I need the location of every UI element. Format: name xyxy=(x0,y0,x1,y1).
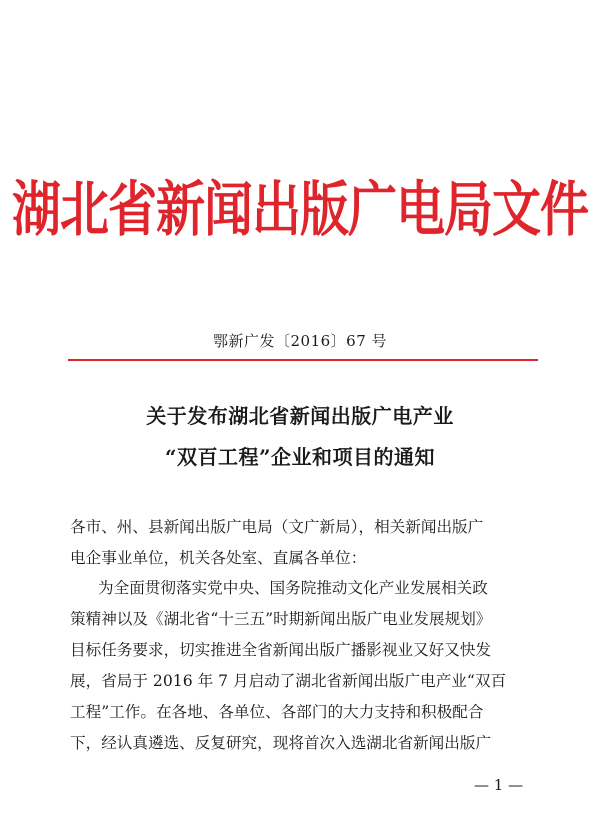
notice-title-line-2: “双百工程”企业和项目的通知 xyxy=(164,445,435,469)
body-paragraph-line-2: 策精神以及《湖北省“十三五”时期新闻出版广电业发展规划》 xyxy=(70,610,492,628)
body-paragraph-line-6: 下，经认真遴选、反复研究，现将首次入选湖北省新闻出版广 xyxy=(70,734,492,752)
addressee-line-1: 各市、州、县新闻出版广电局（文广新局），相关新闻出版广 xyxy=(70,518,484,536)
red-separator-line xyxy=(68,359,538,361)
document-number: 鄂新广发〔2016〕67 号 xyxy=(212,332,388,350)
body-paragraph-line-1: 为全面贯彻落实党中央、国务院推动文化产业发展相关政 xyxy=(98,579,488,597)
issuer-header: 湖北省新闻出版广电局文件 xyxy=(11,175,588,245)
addressee-line-2: 电企事业单位，机关各处室、直属各单位： xyxy=(70,549,367,567)
page-number: — 1 — xyxy=(474,776,524,794)
notice-title-line-1: 关于发布湖北省新闻出版广电产业 xyxy=(146,404,454,428)
body-paragraph-line-4: 展，省局于 2016 年 7 月启动了湖北省新闻出版广电产业“双百 xyxy=(70,672,507,690)
body-paragraph-line-3: 目标任务要求，切实推进全省新闻出版广播影视业又好又快发 xyxy=(70,641,492,659)
body-paragraph-line-5: 工程”工作。在各地、各单位、各部门的大力支持和积极配合 xyxy=(70,703,484,721)
